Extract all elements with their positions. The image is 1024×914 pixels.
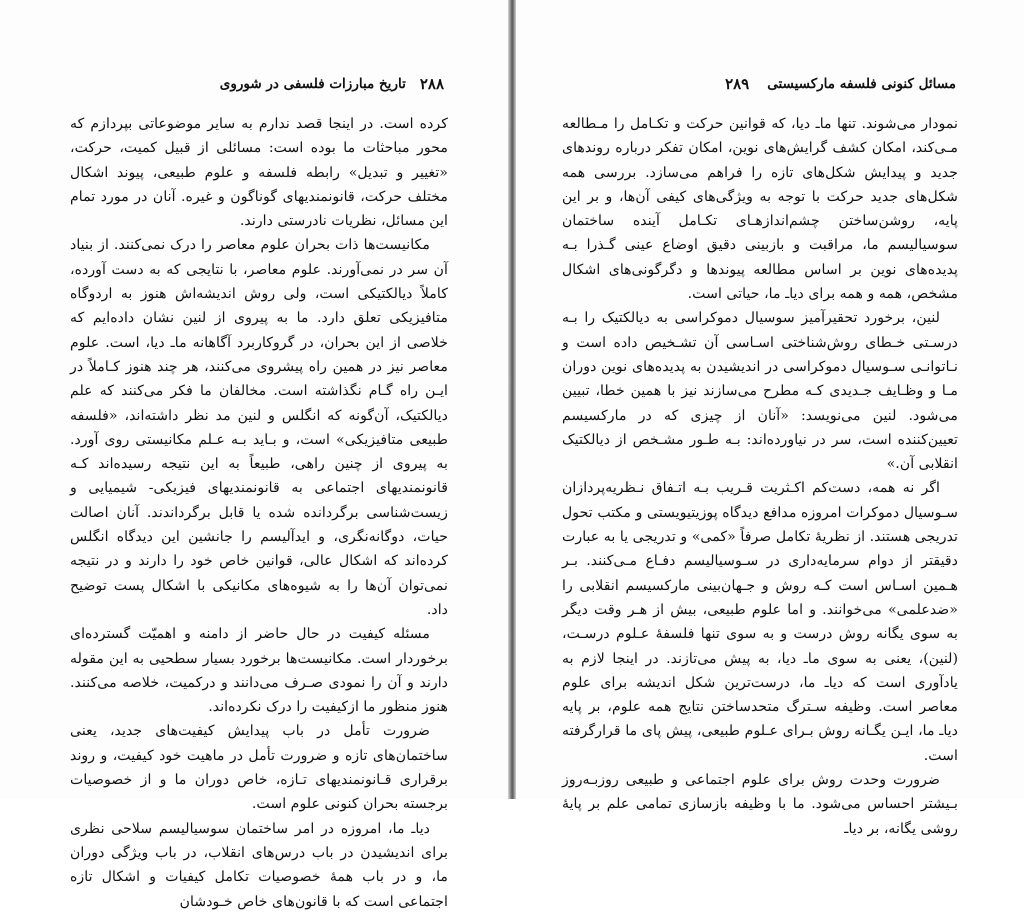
book-gutter xyxy=(508,0,516,799)
paragraph: ضرورت تأمل در باب پیدایش کیفیت‌های جدید، یعنی ساختمان‌های تازه و ضرورت تأمل در ماهیت خود کیفیت، و روند برقراری قـانونمندیهای تـازه، خاص دوران ما و از خصوصیات برجسته بحران کنونی علوم است. xyxy=(70,723,448,813)
paragraph: ضرورت وحدت روش برای علوم اجتماعی و طبیعی روزبـه‌روز بـیشتر احساس می‌شود. ما با وظیفه بازسازی تمامی علم بر پایهٔ روشی یگانه، بر دیاـ xyxy=(562,772,958,837)
paragraph: دیاـ ما، امروزه در امر ساختمان سوسیالیسم سلاحی نظری برای اندیشیدن در باب درس‌های انقلاب، در باب ویژگی دوران ما، و در باب همهٔ خصوصیات تکامل کیفیات و اشکال تازه اجتماعی است که با قانون‌های خاص خـودشان xyxy=(70,820,448,910)
right-page-number: ۲۸۹ xyxy=(725,75,750,93)
paragraph: لنین، برخورد تحقیرآمیز سوسیال دموکراسی به دیالکتیک را بـه درسـتی خـطای روش‌شناختی اسـاسی آن تشـخیص داده است و نـاتوانـی سـوسیال دموکراسی در اندیشیدن به پدیده‌های نوین دوران مـا و وظـایف جـدیدی کـه مطرح می‌سازند نیز با همین خطا، تبیین می‌شود. لنین می‌نویسد: «آنان از چیزی که در مارکسیسم تعیین‌کننده است، سر در نیاورده‌اند: بـه طـور مشـخص از دیالکتیک انقلابی آن.» xyxy=(562,310,958,473)
right-running-title: مسائل کنونی فلسفه مارکسیستی xyxy=(767,76,956,92)
right-page-header xyxy=(572,72,956,96)
right-page-body xyxy=(562,112,958,841)
left-page-body xyxy=(70,112,448,914)
paragraph: مکانیست‌ها ذات بحران علوم معاصر را درک نمی‌کنند. از بنیاد آن سر در نمی‌آورند. علوم معاصر، با نتایجی که به دست آورده، کاملاً دیالکتیکی است، ولی روش اندیشه‌اش هنوز به اردوگاه متافیزیکی تعلق دارد. ما به پیروی از لنین نشان داده‌ایم که خلاصی از این بحران، در گروکاربرد آگاهانه ماـ دیا، است. علوم معاصر نیز در همین راه پیشروی می‌کنند، هر چند هنوز کـاملاً در ایـن راه گـام نگذاشته است. مخالفان ما فکر می‌کنند که علم دیالکتیک، آن‌گونه که انگلس و لنین مد نظر داشته‌اند، «فلسفه طبیعی متافیزیکی» است، و بـاید بـه عـلم مکانیستی روی آورد. به پیروی از چنین راهی، طبیعاً به این نتیجه رسیده‌اند کـه قانونمندیهای اجتماعی به قانونمندیهای فیزیکی- شیمیایی و زیست‌شناسی برگردانده شده یا قابل برگرداندند. آنان اصالت حیات، دوگانه‌نگری، و ایدآلیسم را جانشین این دیدگاه انگلس کرده‌اند که اشکال عالی، قوانین خاص خود را دارند و در نتیجه نمی‌توان آن‌ها را به شیوه‌های مکانیکی با اشکال پست توضیح داد. xyxy=(70,237,448,618)
left-page-number: ۲۸۸ xyxy=(419,75,444,93)
left-running-title: تاریخ مبارزات فلسفی در شوروی xyxy=(219,76,406,92)
paragraph: مسئله کیفیت در حال حاضر از دامنه و اهمیّت گسترده‌ای برخوردار است. مکانیست‌ها برخورد بسیار سطحیی به این مقوله دارند و آن را نمودی صـرف می‌دانند و درکمیت، خلاصه می‌کنند. هنوز منظور ما ازکیفیت را درک نکرده‌اند. xyxy=(70,626,448,716)
paragraph: اگر نه همه، دست‌کم اکـثریت قـریب بـه اتـفاق نـظریه‌پردازان سـوسیال دموکرات امروزه مدافع دیدگاه پوزیتیویستی و مکتب تحول تدریجی هستند. از نظریهٔ تکامل صرفاً «کمی» و تدریجی یا به عبارت دقیقتر از دوام سرمایه‌داری در سـوسیالیسم دفـاع مـی‌کنند. بـر هـمین اسـاس است کـه روش و جـهان‌بینی مارکسیسم انقلابی را «ضدعلمی» می‌خوانند. و اما علوم طبیعی، بیش از هـر وقت دیگر به سوی یگانه روش درست و به سوی تنها فلسفهٔ عـلوم درسـت، (لنین)، یعنی به سوی ماـ دیا، به پیش می‌تازند. در اینجا لازم به یادآوری است که دیاـ ما، درست‌ترین شکل اندیشه برای علوم معاصر است. وظیفه سـترگ متحدساختن نتایج همه علوم، بر پایه دیاـ ما، ایـن یگـانه روش بـرای عـلوم طبیعی، پیش پای ما قرارگرفته است. xyxy=(562,480,958,764)
left-page-header xyxy=(78,72,444,96)
right-page xyxy=(516,0,1024,837)
paragraph: کرده است. در اینجا قصد ندارم به سایر موضوعاتی بپردازم که محور مباحثات ما بوده است: مسائلی از قبیل کمیت، حرکت، «تغییر و تبدیل» رابطه فلسفه و علوم طبیعی، پیوند اشکال مختلف حرکت، قانونمندیهای گوناگون و غیره. آنان در مورد تمام این مسائل، نظریات نادرستی دارند. xyxy=(70,116,448,230)
left-page xyxy=(0,0,508,910)
paragraph: نمودار می‌شوند. تنها ماـ دیا، که قوانین حرکت و تکـامل را مـطالعه مـی‌کند، امکان کشف گرایش‌های نوین، امکان تفکر درباره روندهای جدید و پیدایش شکل‌های تازه را فراهم می‌سازد. بررسی همه شکل‌های جدید حرکت با توجه به ویژگی‌های کیفی آن‌ها، و بر این پایه، روشن‌ساختن چشم‌اندازهـای تکـامل آینده ساختمان سوسیالیسم ما، مراقبت و بازبینی دقیق اوضاع عینی گـذرا بـه پدیده‌های نوین بر اساس مطالعه پیوندها و دگرگونی‌های اشکال مشخص، همه و همه برای دیاـ ما، حیاتی است. xyxy=(562,116,958,303)
